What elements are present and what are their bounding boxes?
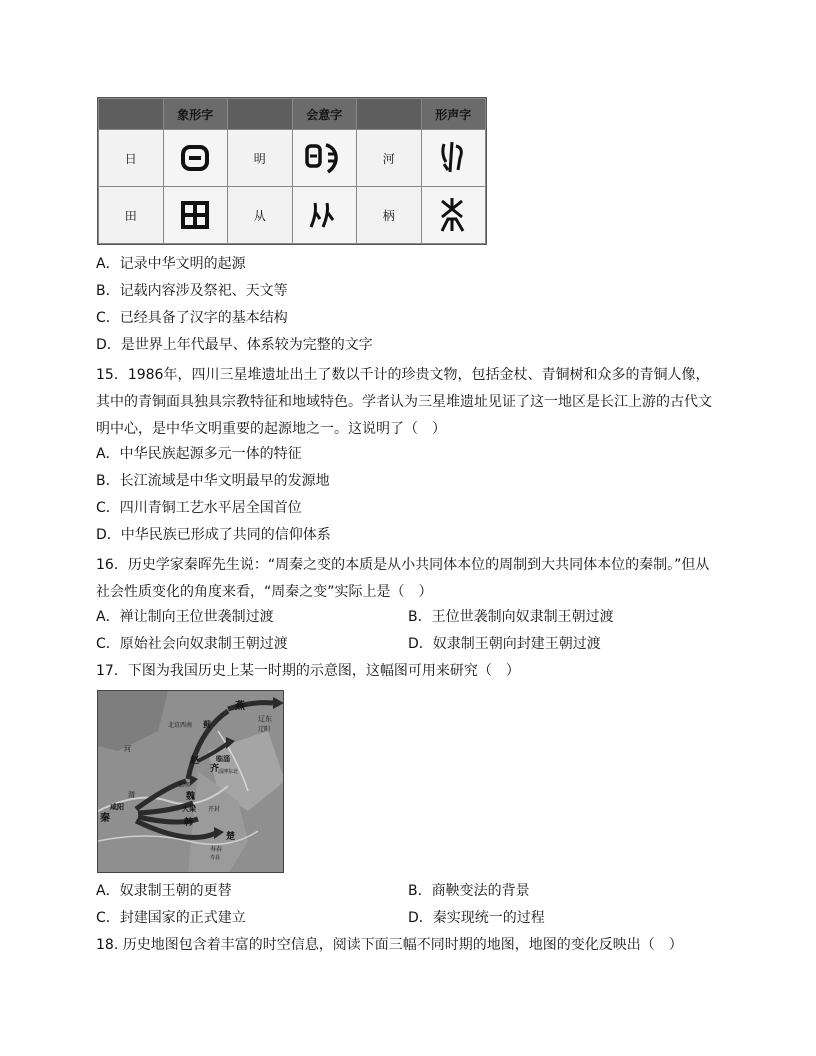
map-label-wei-river: 渭 (128, 791, 135, 799)
map-label-shouxian: 寿县 (210, 855, 221, 861)
q15-stem: 15．1986年，四川三星堆遗址出土了数以千计的珍贵文物，包括金杖、青铜树和众多的青铜人像，其中的青铜面具独具宗教特征和地域特色。学者认为三星堆遗址见证了这一地区是长江上游的古代文明中心，是中华文明重要的起源地之一。这说明了（ ） (96, 367, 712, 437)
ri-glyph-icon (163, 130, 228, 187)
q15-option-a[interactable]: A．中华民族起源多元一体的特征 (96, 446, 302, 462)
map-label-xianyang: 咸阳 (110, 803, 124, 811)
table-header-phonogram: 形声字 (421, 99, 486, 130)
he-glyph-icon (421, 130, 486, 187)
map-label-qin: 秦 (100, 813, 110, 824)
ming-glyph-icon (292, 130, 357, 187)
q16-option-c[interactable]: C．原始社会向奴隶制王朝过渡 (96, 636, 288, 652)
map-label-zhao: 赵 (190, 756, 200, 766)
table-cell-label: 日 (99, 130, 164, 187)
q16-stem: 16．历史学家秦晖先生说：“周秦之变的本质是从小共同体本位的周制到大共同体本位的秦制。”但从社会性质变化的角度来看，“周秦之变”实际上是（ ） (96, 557, 710, 600)
q15-option-b[interactable]: B．长江流域是中华文明最早的发源地 (96, 473, 330, 489)
q17-option-a[interactable]: A．奴隶制王朝的更替 (96, 883, 232, 899)
map-label-yan: 燕 (235, 701, 245, 712)
q17-option-c[interactable]: C．封建国家的正式建立 (96, 910, 246, 926)
q14-option-a[interactable]: A．记录中华文明的起源 (96, 256, 246, 272)
map-label-liaoyang: 辽阳 (258, 726, 271, 733)
table-cell-label: 柄 (357, 187, 422, 244)
q15-option-d[interactable]: D．中华民族已形成了共同的信仰体系 (96, 527, 331, 543)
map-label-han: 韩 (184, 818, 194, 828)
cong-glyph-icon (292, 187, 357, 244)
q18-stem: 18. 历史地图包含着丰富的时空信息，阅读下面三幅不同时期的地图，地图的变化反映出（ ） (96, 937, 683, 953)
map-label-daliang: 大梁 (182, 805, 196, 813)
table-cell-label: 从 (228, 187, 293, 244)
table-header-empty (99, 99, 164, 130)
warring-states-map (97, 690, 284, 873)
map-label-beijing: 北京西南 (168, 722, 193, 729)
map-label-chu: 楚 (226, 832, 236, 842)
table-cell-label: 田 (99, 187, 164, 244)
bing-glyph-icon (421, 187, 486, 244)
q14-option-b[interactable]: B．记载内容涉及祭祀、天文等 (96, 283, 288, 299)
q16-option-a[interactable]: A．禅让制向王位世袭制过渡 (96, 609, 274, 625)
q16-option-d[interactable]: D．奴隶制王朝向封建王朝过渡 (408, 636, 601, 652)
q17-option-d[interactable]: D．秦实现统一的过程 (408, 910, 545, 926)
table-header-ideograph: 会意字 (292, 99, 357, 130)
map-label-handan: 邯郸 (178, 782, 191, 789)
table-header-pictograph: 象形字 (163, 99, 228, 130)
character-table (97, 97, 487, 245)
map-label-qi: 齐 (210, 764, 220, 774)
q14-option-c[interactable]: C．已经具备了汉字的基本结构 (96, 310, 288, 326)
map-label-kaifeng: 开封 (208, 806, 221, 813)
map-label-he: 河 (124, 745, 131, 753)
q16-option-b[interactable]: B．王位世袭制向奴隶制王朝过渡 (408, 609, 614, 625)
map-label-ji: 蓟 (203, 720, 211, 729)
map-label-shouchun: 寿春 (210, 846, 223, 853)
q14-option-d[interactable]: D．是世界上年代最早、体系较为完整的文字 (96, 337, 373, 353)
table-header-empty (228, 99, 293, 130)
map-label-wei: 魏 (186, 792, 196, 802)
table-header-empty (357, 99, 422, 130)
map-label-zibo: 淄博东北 (218, 769, 239, 775)
q15-option-c[interactable]: C．四川青铜工艺水平居全国首位 (96, 500, 302, 516)
q17-stem: 17．下图为我国历史上某一时期的示意图，这幅图可用来研究（ ） (96, 663, 520, 679)
table-cell-label: 明 (228, 130, 293, 187)
map-label-liaodong: 辽东 (258, 715, 272, 723)
map-label-linzi: 临淄 (216, 755, 230, 763)
table-cell-label: 河 (357, 130, 422, 187)
q17-option-b[interactable]: B．商鞅变法的背景 (408, 883, 530, 899)
tian-glyph-icon (163, 187, 228, 244)
